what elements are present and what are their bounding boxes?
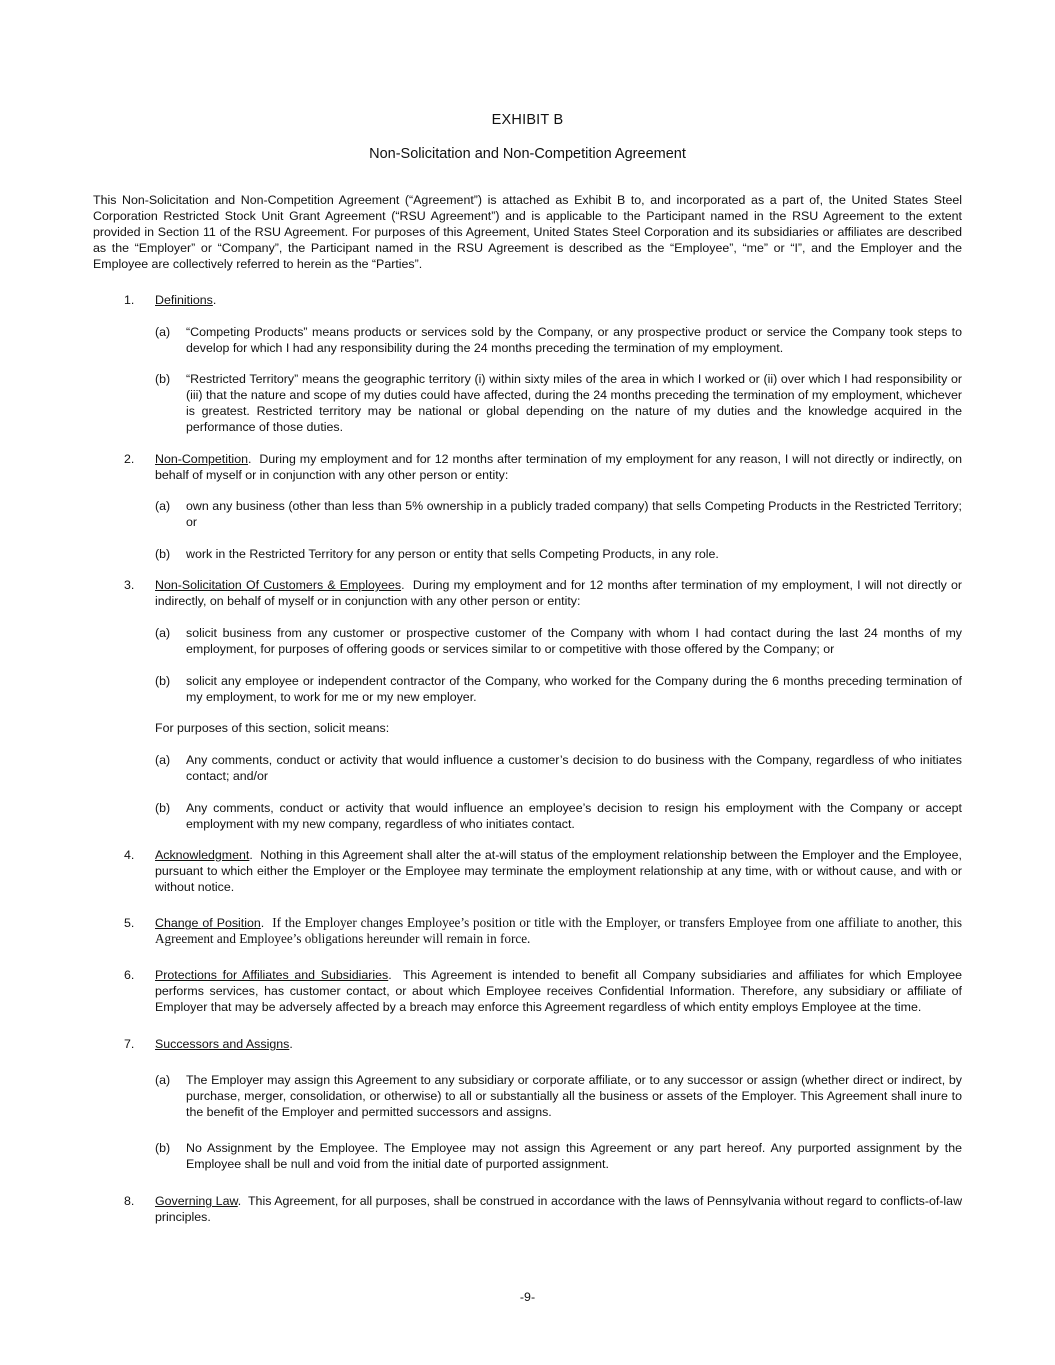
agreement-title: Non-Solicitation and Non-Competition Agreement xyxy=(369,146,686,162)
section-heading: Protections for Affiliates and Subsidiaries xyxy=(155,968,389,982)
section-text: During my employment and for 12 months after termination of my employment, I will not directly or indirectly, on behalf of myself or in conjunction with any other person or entity: xyxy=(155,578,962,608)
item-text: “Competing Products” means products or services sold by the Company, or any prospective product or service the Company took steps to develop for which I had any responsibility during the 24 months preceding the termination of my employment. xyxy=(186,325,962,355)
section-heading: Definitions xyxy=(155,293,213,307)
exhibit-title: EXHIBIT B xyxy=(491,112,564,128)
item-text: “Restricted Territory” means the geographic territory (i) within sixty miles of the area in which I worked or (ii) over which I had responsibility or (iii) that the nature and scope of my duties could have affected, during the 24 months preceding the termination of my employment, whichever is greatest. Restricted territory may be national or global depending on the nature of my duties and the knowledge acquired in the performance of those duties. xyxy=(186,372,962,434)
intro-paragraph: This Non-Solicitation and Non-Competition Agreement (“Agreement”) is attached as Exhibit B to, and incorporated as a part of, the United States Steel Corporation Restricted Stock Unit Grant Agreement (“RSU Agreement”) and is applicable to the Participant named in the RSU Agreement to the extent provided in Section 11 of the RSU Agreement. For purposes of this Agreement, United States Steel Corporation and its subsidiaries or affiliates are described as the “Employer” or “Company”, the Participant named in the RSU Agreement is described as the “Employee”, “me” or “I”, and the Employer and the Employee are collectively referred to herein as the “Parties”. xyxy=(93,193,962,271)
section-number: 5. xyxy=(124,916,135,930)
section-heading-line: Successors and Assigns. xyxy=(155,1037,293,1051)
item-text: Any comments, conduct or activity that would influence a customer’s decision to do business with the Company, regardless of who initiates contact; and/or xyxy=(186,753,962,783)
section-text: If the Employer changes Employee’s position or title with the Employer, or transfers Employee from one affiliate to another, this Agreement and Employee’s obligations hereunder will remain in force. xyxy=(155,915,962,946)
section-body: Protections for Affiliates and Subsidiaries. This Agreement is intended to benefit all Company subsidiaries and affiliates for which Employee performs services, has customer contact, or about which Employee receives Confidential Information. Therefore, any subsidiary or affiliate of Employer that may be adversely affected by a breach may enforce this Agreement regardless of which entity employs Employee at the time. xyxy=(155,968,962,1014)
purposes-text: For purposes of this section, solicit means: xyxy=(155,721,390,735)
item-text: solicit any employee or independent contractor of the Company, who worked for the Company during the 6 months preceding termination of my employment, to work for me or my new employer. xyxy=(186,674,962,704)
item-label: (a) xyxy=(155,753,171,767)
section-text: Nothing in this Agreement shall alter the at-will status of the employment relationship between the Employer and the Employee, pursuant to which either the Employer or the Employee may terminate the employment relationship at any time, with or without cause, and with or without notice. xyxy=(155,848,963,894)
section-number: 7. xyxy=(124,1037,135,1051)
section-number: 6. xyxy=(124,968,135,982)
section-heading: Governing Law xyxy=(155,1194,238,1208)
item-text: solicit business from any customer or prospective customer of the Company with whom I had contact during the last 24 months of my employment, for purposes of offering goods or services similar to or competitive with those offered by the Company; or xyxy=(186,626,962,656)
item-label: (a) xyxy=(155,499,171,513)
section-heading: Acknowledgment xyxy=(155,848,250,862)
section-body: Non-Competition. During my employment and for 12 months after termination of my employment for any reason, I will not directly or indirectly, on behalf of myself or in conjunction with any other person or entity: xyxy=(155,452,963,482)
section-number: 3. xyxy=(124,578,135,592)
section-number: 8. xyxy=(124,1194,135,1208)
section-number: 2. xyxy=(124,452,135,466)
section-number: 1. xyxy=(124,293,135,307)
item-text: work in the Restricted Territory for any person or entity that sells Competing Products, in any role. xyxy=(186,547,719,561)
section-text: This Agreement is intended to benefit all Company subsidiaries and affiliates for which Employee performs services, has customer contact, or about which Employee receives Confidential Information. Therefore, any subsidiary or affiliate of Employer that may be adversely affected by a breach may enforce this Agreement regardless of which entity employs Employee at the time. xyxy=(155,968,962,1014)
item-label: (b) xyxy=(155,674,171,688)
item-label: (a) xyxy=(155,325,171,339)
section-heading: Non-Competition xyxy=(155,452,248,466)
section-heading-line: Definitions. xyxy=(155,293,217,307)
page-number: -9- xyxy=(519,1290,536,1304)
item-text: The Employer may assign this Agreement to any subsidiary or corporate affiliate, or to any successor or assign (whether direct or indirect, by purchase, merger, consolidation, or otherwise) to all or substantially all the business or assets of the Employer. This Agreement shall inure to the benefit of the Employer and permitted successors and assigns. xyxy=(186,1073,962,1119)
section-body: Non-Solicitation Of Customers & Employees. During my employment and for 12 months after termination of my employment, I will not directly or indirectly, on behalf of myself or in conjunction with any other person or entity: xyxy=(155,578,962,608)
section-heading: Non-Solicitation Of Customers & Employees xyxy=(155,578,402,592)
item-label: (a) xyxy=(155,1073,171,1087)
section-text: During my employment and for 12 months after termination of my employment for any reason, I will not directly or indirectly, on behalf of myself or in conjunction with any other person or entity: xyxy=(155,452,963,482)
section-number: 4. xyxy=(124,848,135,862)
item-label: (b) xyxy=(155,801,171,815)
item-label: (b) xyxy=(155,372,171,386)
item-label: (a) xyxy=(155,626,171,640)
section-body: Governing Law. This Agreement, for all purposes, shall be construed in accordance with the laws of Pennsylvania without regard to conflicts-of-law principles. xyxy=(155,1194,963,1224)
item-text: own any business (other than less than 5% ownership in a publicly traded company) that sells Competing Products in the Restricted Territory; or xyxy=(186,499,962,529)
section-body: Change of Position. If the Employer changes Employee’s position or title with the Employer, or transfers Employee from one affiliate to another, this Agreement and Employee’s obligations hereunder will remain in force. xyxy=(155,915,962,946)
section-body: Acknowledgment. Nothing in this Agreement shall alter the at-will status of the employment relationship between the Employer and the Employee, pursuant to which either the Employer or the Employee may terminate the employment relationship at any time, with or without cause, and with or without notice. xyxy=(155,848,963,894)
item-label: (b) xyxy=(155,547,171,561)
item-label: (b) xyxy=(155,1141,171,1155)
item-text: No Assignment by the Employee. The Employee may not assign this Agreement or any part hereof. Any purported assignment by the Employee shall be null and void from the initial date of purported assignment. xyxy=(186,1141,962,1171)
section-text: This Agreement, for all purposes, shall be construed in accordance with the laws of Pennsylvania without regard to conflicts-of-law principles. xyxy=(155,1194,963,1224)
item-text: Any comments, conduct or activity that would influence an employee’s decision to resign his employment with the Company or accept employment with my new company, regardless of who initiates contact. xyxy=(186,801,962,831)
section-heading: Successors and Assigns xyxy=(155,1037,290,1051)
section-heading: Change of Position xyxy=(155,916,261,930)
